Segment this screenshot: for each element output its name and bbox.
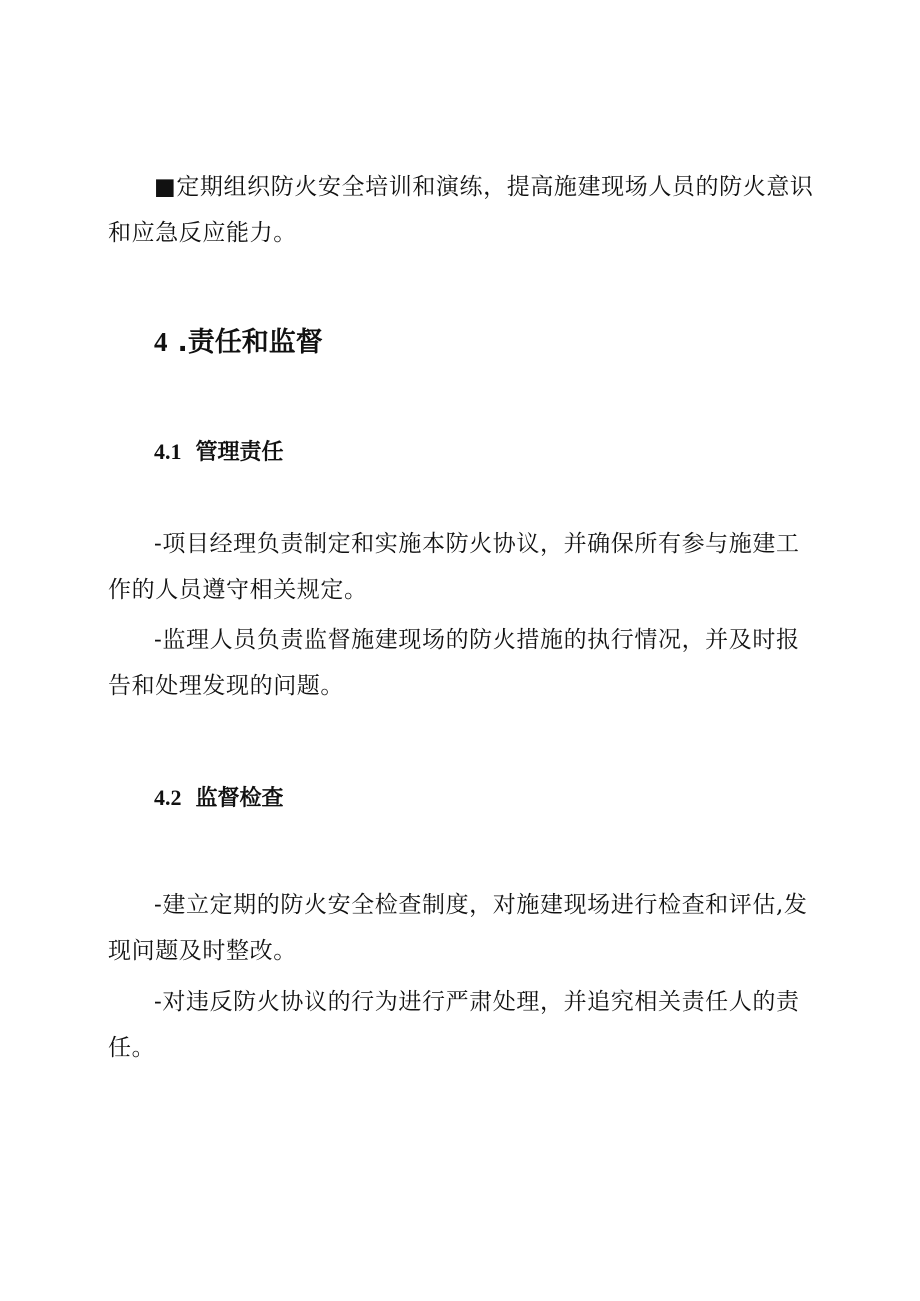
section-title: 监督检查	[195, 786, 284, 811]
section-heading-4-1	[154, 436, 284, 469]
section-number: 4	[154, 327, 168, 357]
paragraph-project-manager: -项目经理负责制定和实施本防火协议，并确保所有参与施建工作的人员遵守相关规定。	[108, 531, 800, 603]
section-number: 4.2	[154, 785, 182, 810]
section-heading-4-2	[154, 782, 284, 815]
section-title: .责任和监督	[177, 327, 323, 358]
section-title: 管理责任	[195, 440, 284, 465]
section-heading-4	[154, 322, 323, 363]
paragraph-fire-training: ■定期组织防火安全培训和演练，提高施建现场人员的防火意识和应急反应能力。	[108, 174, 814, 246]
paragraph-inspection-system: -建立定期的防火安全检查制度，对施建现场进行检查和评估,发现问题及时整改。	[108, 892, 808, 964]
section-number: 4.1	[154, 439, 182, 464]
paragraph-violations: -对违反防火协议的行为进行严肃处理，并追究相关责任人的责任。	[108, 989, 800, 1061]
paragraph-supervisor: -监理人员负责监督施建现场的防火措施的执行情况，并及时报告和处理发现的问题。	[108, 627, 800, 699]
